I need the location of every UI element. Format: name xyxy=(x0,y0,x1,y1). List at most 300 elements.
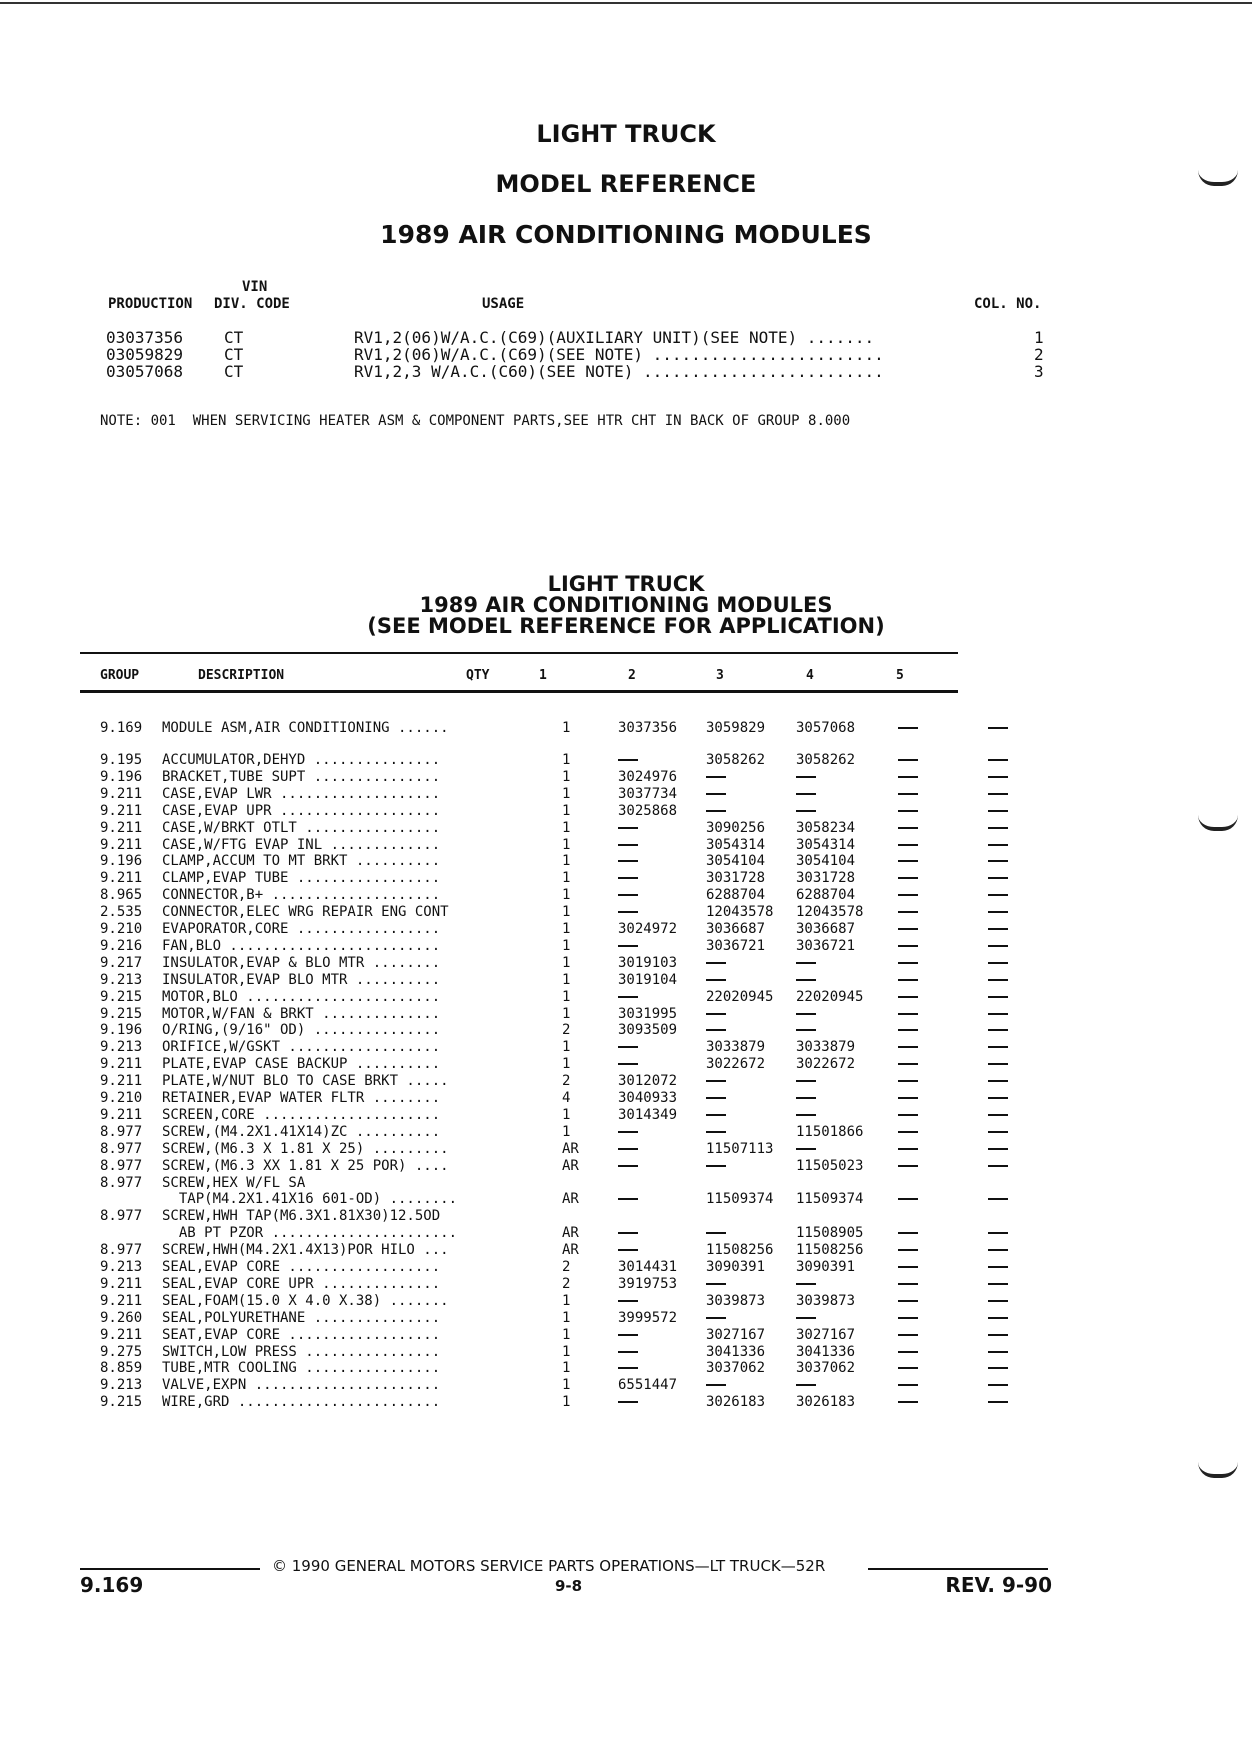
ref-div-code: CT xyxy=(224,328,244,347)
not-applicable-dash xyxy=(706,1022,726,1039)
not-applicable-dash xyxy=(706,972,726,989)
part-number-cell: 3033879 xyxy=(796,1039,856,1056)
col-header-qty: QTY xyxy=(466,668,490,683)
dash-mark xyxy=(898,1063,918,1065)
group-cell: 9.215 xyxy=(100,1005,143,1022)
not-applicable-dash xyxy=(706,803,726,820)
dash-mark xyxy=(706,1097,726,1099)
qty-cell: 1 xyxy=(562,988,571,1005)
not-applicable-dash xyxy=(706,1377,726,1394)
qty-cell: 1 xyxy=(562,904,571,921)
group-cell: 2.535 xyxy=(100,904,143,921)
not-applicable-dash xyxy=(618,870,638,887)
part-number-cell: 3036721 xyxy=(796,937,856,954)
qty-cell: 1 xyxy=(562,1005,571,1022)
group-cell: 9.211 xyxy=(100,870,143,887)
part-number-cell: 11509374 xyxy=(796,1191,864,1208)
dash-mark xyxy=(898,1148,918,1150)
description-cell: CONNECTOR,B+ .................... xyxy=(162,887,441,904)
table-row xyxy=(100,1360,940,1377)
description-cell: CLAMP,ACCUM TO MT BRKT .......... xyxy=(162,853,441,870)
not-applicable-dash xyxy=(898,955,918,972)
description-cell: INSULATOR,EVAP BLO MTR .......... xyxy=(162,971,441,988)
part-number-cell: 11509374 xyxy=(706,1191,774,1208)
dash-mark xyxy=(988,1165,1008,1167)
dash-mark xyxy=(898,979,918,981)
not-applicable-dash xyxy=(898,1242,918,1259)
description-cell: O/RING,(9/16" OD) ............... xyxy=(162,1022,441,1039)
dash-mark xyxy=(796,979,816,981)
group-cell: 9.211 xyxy=(100,819,143,836)
dash-mark xyxy=(988,996,1008,998)
part-number-cell: 3031728 xyxy=(706,870,766,887)
dash-mark xyxy=(898,1080,918,1082)
dash-mark xyxy=(796,810,816,812)
dash-mark xyxy=(988,1401,1008,1403)
part-number-cell: 3037062 xyxy=(706,1360,766,1377)
ref-header-usage: USAGE xyxy=(482,296,525,312)
dash-mark xyxy=(618,1165,638,1167)
not-applicable-dash xyxy=(706,1006,726,1023)
table-row xyxy=(100,887,940,904)
qty-cell: 1 xyxy=(562,720,571,736)
not-applicable-dash xyxy=(988,786,1008,803)
dash-mark xyxy=(706,793,726,795)
ref-header-div-code: DIV. CODE xyxy=(214,296,290,312)
part-number-cell: 3026183 xyxy=(796,1394,856,1411)
not-applicable-dash xyxy=(796,955,816,972)
not-applicable-dash xyxy=(988,1344,1008,1361)
not-applicable-dash xyxy=(988,1039,1008,1056)
part-number-cell: 3090256 xyxy=(706,819,766,836)
table-row xyxy=(100,921,940,938)
not-applicable-dash xyxy=(898,887,918,904)
dash-mark xyxy=(988,860,1008,862)
not-applicable-dash xyxy=(796,1073,816,1090)
dash-mark xyxy=(618,877,638,879)
not-applicable-dash xyxy=(988,1276,1008,1293)
dash-mark xyxy=(706,1317,726,1319)
qty-cell: AR xyxy=(562,1157,579,1174)
col-header-5: 5 xyxy=(896,668,904,683)
part-number-cell: 3090391 xyxy=(796,1259,856,1275)
col-header-4: 4 xyxy=(806,668,814,683)
not-applicable-dash xyxy=(796,1022,816,1039)
part-number-cell: 3014431 xyxy=(618,1259,678,1275)
dash-mark xyxy=(618,827,638,829)
dash-mark xyxy=(898,928,918,930)
description-cell: AB PT PZOR ...................... xyxy=(162,1225,458,1242)
not-applicable-dash xyxy=(988,837,1008,854)
table-row xyxy=(100,786,940,803)
part-number-cell: 3037356 xyxy=(618,720,678,736)
group-cell: 9.215 xyxy=(100,988,143,1005)
dash-mark xyxy=(618,1148,638,1150)
qty-cell: 1 xyxy=(562,870,571,887)
not-applicable-dash xyxy=(988,1191,1008,1208)
not-applicable-dash xyxy=(706,1225,726,1242)
section-title: LIGHT TRUCK xyxy=(547,572,705,596)
qty-cell: 1 xyxy=(562,1123,571,1140)
dash-mark xyxy=(898,945,918,947)
qty-cell: 1 xyxy=(562,1343,571,1360)
not-applicable-dash xyxy=(988,752,1008,769)
not-applicable-dash xyxy=(988,853,1008,870)
part-number-cell: 6288704 xyxy=(796,887,856,904)
part-number-cell: 3022672 xyxy=(706,1056,766,1073)
not-applicable-dash xyxy=(988,1377,1008,1394)
ref-row xyxy=(106,345,1066,362)
col-header-group: GROUP xyxy=(100,668,140,683)
not-applicable-dash xyxy=(796,1377,816,1394)
dash-mark xyxy=(898,1013,918,1015)
description-cell: SCREW,HWH(M4.2X1.4X13)POR HILO ... xyxy=(162,1242,449,1259)
qty-cell: 1 xyxy=(562,1106,571,1123)
not-applicable-dash xyxy=(898,1394,918,1411)
dash-mark xyxy=(988,1249,1008,1251)
not-applicable-dash xyxy=(898,1056,918,1073)
not-applicable-dash xyxy=(618,1327,638,1344)
ref-usage: RV1,2(06)W/A.C.(C69)(AUXILIARY UNIT)(SEE NOTE) ....... xyxy=(354,328,875,347)
page-heading: 1989 AIR CONDITIONING MODULES xyxy=(380,220,872,249)
part-number-cell: 3999572 xyxy=(618,1309,678,1326)
dash-mark xyxy=(988,877,1008,879)
dash-mark xyxy=(796,1097,816,1099)
description-cell: CLAMP,EVAP TUBE ................. xyxy=(162,870,441,887)
dash-mark xyxy=(898,962,918,964)
not-applicable-dash xyxy=(898,1158,918,1175)
not-applicable-dash xyxy=(618,1242,638,1259)
part-number-cell: 3036721 xyxy=(706,937,766,954)
part-number-cell: 3031728 xyxy=(796,870,856,887)
ref-div-code: CT xyxy=(224,345,244,364)
not-applicable-dash xyxy=(988,1293,1008,1310)
group-cell: 9.211 xyxy=(100,1056,143,1073)
table-row xyxy=(100,972,940,989)
table-row xyxy=(100,1276,940,1293)
footer-rule-right xyxy=(868,1568,1048,1570)
part-number-cell: 3054314 xyxy=(796,836,856,853)
dash-mark xyxy=(898,860,918,862)
description-cell: SCREW,HEX W/FL SA xyxy=(162,1174,306,1191)
ref-col-no: 1 xyxy=(1034,328,1044,347)
dash-mark xyxy=(988,1367,1008,1369)
dash-mark xyxy=(898,1249,918,1251)
description-cell: TUBE,MTR COOLING ................ xyxy=(162,1360,441,1377)
part-number-cell: 3054104 xyxy=(796,853,856,870)
table-row xyxy=(100,989,940,1006)
not-applicable-dash xyxy=(796,803,816,820)
dash-mark xyxy=(988,1232,1008,1234)
ref-usage: RV1,2(06)W/A.C.(C69)(SEE NOTE) ........................ xyxy=(354,345,884,364)
not-applicable-dash xyxy=(796,786,816,803)
dash-mark xyxy=(988,1198,1008,1200)
table-row xyxy=(100,1022,940,1039)
not-applicable-dash xyxy=(796,972,816,989)
dash-mark xyxy=(706,1283,726,1285)
not-applicable-dash xyxy=(988,1022,1008,1039)
not-applicable-dash xyxy=(618,1394,638,1411)
part-number-cell: 3027167 xyxy=(796,1326,856,1343)
not-applicable-dash xyxy=(898,1191,918,1208)
dash-mark xyxy=(618,844,638,846)
dash-mark xyxy=(618,1351,638,1353)
description-cell: SCREW,(M6.3 X 1.81 X 25) ......... xyxy=(162,1140,449,1157)
not-applicable-dash xyxy=(898,1293,918,1310)
dash-mark xyxy=(796,962,816,964)
ref-production: 03037356 xyxy=(106,328,184,347)
qty-cell: 1 xyxy=(562,819,571,836)
not-applicable-dash xyxy=(706,1158,726,1175)
table-top-rule xyxy=(80,652,958,654)
dash-mark xyxy=(706,1232,726,1234)
part-number-cell: 3058262 xyxy=(706,752,766,768)
not-applicable-dash xyxy=(898,1006,918,1023)
part-number-cell: 11508905 xyxy=(796,1225,864,1242)
not-applicable-dash xyxy=(898,1327,918,1344)
service-note: NOTE: 001 WHEN SERVICING HEATER ASM & COMPONENT PARTS,SEE HTR CHT IN BACK OF GROUP 8.000 xyxy=(100,413,851,429)
qty-cell: AR xyxy=(562,1242,579,1259)
dash-mark xyxy=(796,1384,816,1386)
description-cell: SCREEN,CORE ..................... xyxy=(162,1106,441,1123)
dash-mark xyxy=(898,1114,918,1116)
section-application-note: (SEE MODEL REFERENCE FOR APPLICATION) xyxy=(367,614,885,638)
part-number-cell: 3037062 xyxy=(796,1360,856,1377)
group-cell: 9.213 xyxy=(100,1377,143,1394)
dash-mark xyxy=(988,727,1008,729)
qty-cell: 1 xyxy=(562,802,571,819)
not-applicable-dash xyxy=(988,972,1008,989)
not-applicable-dash xyxy=(898,989,918,1006)
dash-mark xyxy=(898,1232,918,1234)
ref-row xyxy=(106,362,1066,379)
description-cell: SEAL,FOAM(15.0 X 4.0 X.38) ....... xyxy=(162,1292,449,1309)
qty-cell: 1 xyxy=(562,921,571,937)
part-number-cell: 3039873 xyxy=(706,1292,766,1309)
table-row xyxy=(100,853,940,870)
table-row xyxy=(100,769,940,786)
qty-cell: 1 xyxy=(562,752,571,768)
not-applicable-dash xyxy=(706,955,726,972)
dash-mark xyxy=(898,1029,918,1031)
dash-mark xyxy=(988,1013,1008,1015)
ref-production: 03059829 xyxy=(106,345,184,364)
group-cell: 8.965 xyxy=(100,887,143,904)
dash-mark xyxy=(706,1114,726,1116)
dash-mark xyxy=(988,1148,1008,1150)
not-applicable-dash xyxy=(988,887,1008,904)
table-row xyxy=(100,803,940,820)
not-applicable-dash xyxy=(988,1107,1008,1124)
part-number-cell: 3058234 xyxy=(796,819,856,836)
qty-cell: 1 xyxy=(562,836,571,853)
dash-mark xyxy=(898,1131,918,1133)
dash-mark xyxy=(618,1232,638,1234)
not-applicable-dash xyxy=(898,752,918,769)
dash-mark xyxy=(988,894,1008,896)
dash-mark xyxy=(706,1131,726,1133)
punch-hole-mark xyxy=(1198,815,1238,831)
not-applicable-dash xyxy=(988,955,1008,972)
group-cell: 9.275 xyxy=(100,1343,143,1360)
qty-cell: AR xyxy=(562,1191,579,1208)
dash-mark xyxy=(988,911,1008,913)
part-number-cell: 3024972 xyxy=(618,921,678,937)
not-applicable-dash xyxy=(988,938,1008,955)
qty-cell: 1 xyxy=(562,1394,571,1411)
not-applicable-dash xyxy=(988,921,1008,938)
section-subtitle: 1989 AIR CONDITIONING MODULES xyxy=(419,593,833,617)
col-header-3: 3 xyxy=(716,668,724,683)
dash-mark xyxy=(796,1317,816,1319)
not-applicable-dash xyxy=(796,1107,816,1124)
not-applicable-dash xyxy=(618,1225,638,1242)
not-applicable-dash xyxy=(988,720,1008,737)
dash-mark xyxy=(706,1384,726,1386)
not-applicable-dash xyxy=(898,820,918,837)
dash-mark xyxy=(988,759,1008,761)
col-header-description: DESCRIPTION xyxy=(198,668,285,683)
ref-header-production: PRODUCTION xyxy=(108,296,193,312)
not-applicable-dash xyxy=(898,769,918,786)
group-cell: 9.216 xyxy=(100,937,143,954)
description-cell: SWITCH,LOW PRESS ................ xyxy=(162,1343,441,1360)
group-cell: 9.195 xyxy=(100,752,143,768)
not-applicable-dash xyxy=(706,1107,726,1124)
dash-mark xyxy=(988,1351,1008,1353)
not-applicable-dash xyxy=(898,904,918,921)
not-applicable-dash xyxy=(988,1327,1008,1344)
dash-mark xyxy=(898,844,918,846)
part-number-cell: 3041336 xyxy=(796,1343,856,1360)
table-row xyxy=(100,904,940,921)
part-number-cell: 3037734 xyxy=(618,785,678,802)
group-cell: 9.211 xyxy=(100,802,143,819)
part-number-cell: 3019104 xyxy=(618,971,678,988)
not-applicable-dash xyxy=(898,921,918,938)
not-applicable-dash xyxy=(898,853,918,870)
qty-cell: 1 xyxy=(562,1326,571,1343)
qty-cell: 1 xyxy=(562,1039,571,1056)
group-cell: 9.169 xyxy=(100,720,143,736)
dash-mark xyxy=(618,1300,638,1302)
not-applicable-dash xyxy=(618,1360,638,1377)
dash-mark xyxy=(988,793,1008,795)
dash-mark xyxy=(988,1131,1008,1133)
part-number-cell: 3059829 xyxy=(706,720,766,736)
part-number-cell: 6288704 xyxy=(706,887,766,904)
dash-mark xyxy=(988,1080,1008,1082)
group-cell: 9.211 xyxy=(100,1073,143,1090)
group-cell: 9.211 xyxy=(100,1292,143,1309)
part-number-cell: 3024976 xyxy=(618,768,678,785)
not-applicable-dash xyxy=(796,1006,816,1023)
table-row xyxy=(100,1191,940,1208)
dash-mark xyxy=(898,1165,918,1167)
table-row xyxy=(100,1090,940,1107)
dash-mark xyxy=(988,1266,1008,1268)
page-subtitle: MODEL REFERENCE xyxy=(495,170,757,198)
not-applicable-dash xyxy=(988,1056,1008,1073)
description-cell: MOTOR,BLO ....................... xyxy=(162,988,441,1005)
not-applicable-dash xyxy=(898,1141,918,1158)
qty-cell: 2 xyxy=(562,1022,571,1039)
table-row xyxy=(100,837,940,854)
description-cell: PLATE,W/NUT BLO TO CASE BRKT ..... xyxy=(162,1073,449,1090)
ref-usage: RV1,2,3 W/A.C.(C60)(SEE NOTE) ......................... xyxy=(354,362,884,381)
dash-mark xyxy=(618,1063,638,1065)
dash-mark xyxy=(898,877,918,879)
dash-mark xyxy=(796,1029,816,1031)
dash-mark xyxy=(706,979,726,981)
not-applicable-dash xyxy=(898,1039,918,1056)
dash-mark xyxy=(898,776,918,778)
description-cell: SCREW,(M4.2X1.41X14)ZC .......... xyxy=(162,1123,441,1140)
part-number-cell: 11507113 xyxy=(706,1140,774,1157)
qty-cell: 1 xyxy=(562,971,571,988)
qty-cell: 1 xyxy=(562,1292,571,1309)
part-number-cell: 6551447 xyxy=(618,1377,678,1394)
dash-mark xyxy=(706,1080,726,1082)
not-applicable-dash xyxy=(898,1225,918,1242)
dash-mark xyxy=(898,793,918,795)
description-cell: PLATE,EVAP CASE BACKUP .......... xyxy=(162,1056,441,1073)
part-number-cell: 11508256 xyxy=(796,1242,864,1259)
part-number-cell: 3054104 xyxy=(706,853,766,870)
table-row xyxy=(100,720,940,737)
not-applicable-dash xyxy=(988,769,1008,786)
not-applicable-dash xyxy=(618,752,638,769)
ref-div-code: CT xyxy=(224,362,244,381)
dash-mark xyxy=(706,1013,726,1015)
description-cell: SEAL,EVAP CORE UPR .............. xyxy=(162,1275,441,1292)
part-number-cell: 22020945 xyxy=(706,988,774,1005)
dash-mark xyxy=(898,1317,918,1319)
description-cell: WIRE,GRD ........................ xyxy=(162,1394,441,1411)
not-applicable-dash xyxy=(898,1310,918,1327)
part-number-cell: 12043578 xyxy=(706,904,774,921)
description-cell: ORIFICE,W/GSKT .................. xyxy=(162,1039,441,1056)
not-applicable-dash xyxy=(898,837,918,854)
group-cell: 9.211 xyxy=(100,1106,143,1123)
not-applicable-dash xyxy=(618,1039,638,1056)
dash-mark xyxy=(988,827,1008,829)
not-applicable-dash xyxy=(898,1259,918,1276)
qty-cell: 1 xyxy=(562,887,571,904)
table-row xyxy=(100,1394,940,1411)
group-cell: 8.977 xyxy=(100,1140,143,1157)
col-header-2: 2 xyxy=(628,668,636,683)
description-cell: CASE,EVAP LWR ................... xyxy=(162,785,441,802)
part-number-cell: 3919753 xyxy=(618,1275,678,1292)
table-row xyxy=(100,1124,940,1141)
not-applicable-dash xyxy=(618,837,638,854)
dash-mark xyxy=(898,759,918,761)
description-cell: CONNECTOR,ELEC WRG REPAIR ENG CONT xyxy=(162,904,449,921)
not-applicable-dash xyxy=(898,1107,918,1124)
not-applicable-dash xyxy=(706,1124,726,1141)
group-cell: 9.210 xyxy=(100,921,143,937)
dash-mark xyxy=(618,1131,638,1133)
table-row xyxy=(100,752,940,769)
qty-cell: 1 xyxy=(562,768,571,785)
punch-hole-mark xyxy=(1198,1462,1238,1478)
description-cell: SEAL,EVAP CORE .................. xyxy=(162,1259,441,1275)
table-row xyxy=(100,1259,940,1276)
dash-mark xyxy=(988,979,1008,981)
table-row xyxy=(100,1327,940,1344)
not-applicable-dash xyxy=(618,820,638,837)
